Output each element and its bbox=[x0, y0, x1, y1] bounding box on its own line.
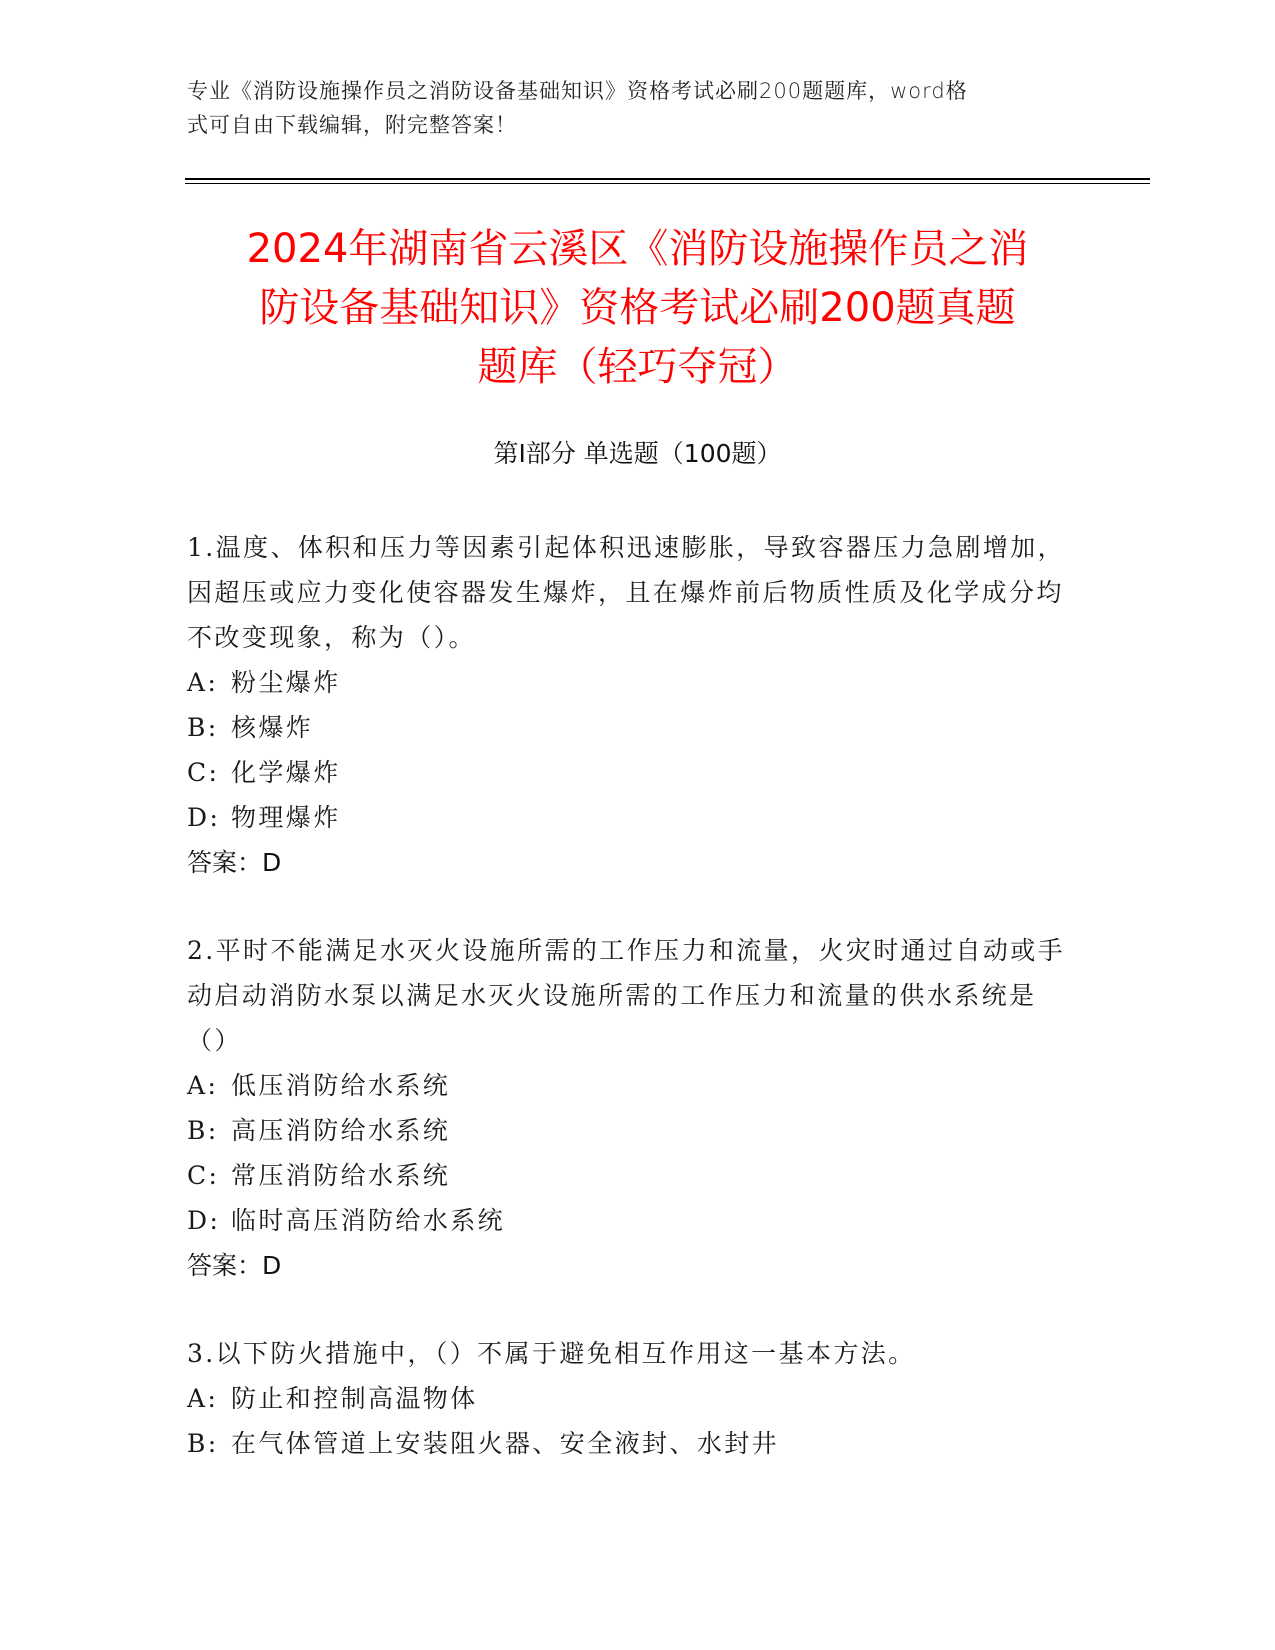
option-a bbox=[187, 1376, 1067, 1421]
question-1 bbox=[187, 525, 1067, 885]
option-text: 物理爆炸 bbox=[231, 803, 341, 832]
option-text: 防止和控制高温物体 bbox=[231, 1384, 478, 1413]
option-letter: A: bbox=[187, 1384, 219, 1413]
option-text: 粉尘爆炸 bbox=[231, 668, 341, 697]
option-b bbox=[187, 705, 1067, 750]
document-title-line-1: 2024年湖南省云溪区《消防设施操作员之消 bbox=[246, 226, 1029, 272]
option-b bbox=[187, 1108, 1067, 1153]
question-answer: 答案：D bbox=[187, 1251, 282, 1280]
option-letter: D: bbox=[187, 1206, 221, 1235]
header-rule-thick bbox=[185, 178, 1150, 180]
option-a bbox=[187, 660, 1067, 705]
question-stem: 2.平时不能满足水灭火设施所需的工作压力和流量，火灾时通过自动或手动启动消防水泵以满足水灭火设施所需的工作压力和流量的供水系统是（） bbox=[187, 936, 1066, 1055]
question-stem: 1.温度、体积和压力等因素引起体积迅速膨胀，导致容器压力急剧增加，因超压或应力变化使容器发生爆炸，且在爆炸前后物质性质及化学成分均不改变现象，称为（）。 bbox=[187, 533, 1066, 652]
option-letter: B: bbox=[187, 1116, 219, 1145]
document-title-line-3: 题库（轻巧夺冠） bbox=[477, 344, 798, 390]
option-letter: C: bbox=[187, 758, 220, 787]
option-d bbox=[187, 1198, 1067, 1243]
option-text: 在气体管道上安装阻火器、安全液封、水封井 bbox=[231, 1429, 780, 1458]
document-title bbox=[150, 220, 1125, 397]
option-letter: B: bbox=[187, 1429, 219, 1458]
option-c bbox=[187, 750, 1067, 795]
option-letter: A: bbox=[187, 1071, 219, 1100]
header-note-line-2: 式可自由下载编辑，附完整答案！ bbox=[187, 113, 517, 137]
option-text: 常压消防给水系统 bbox=[231, 1161, 451, 1190]
header-note-line-1: 专业《消防设施操作员之消防设备基础知识》资格考试必刷200题题库，word格 bbox=[187, 79, 968, 103]
header-note bbox=[187, 74, 1067, 142]
header-rule-thin bbox=[185, 183, 1150, 184]
option-letter: B: bbox=[187, 713, 219, 742]
question-list bbox=[187, 525, 1067, 1509]
question-3 bbox=[187, 1331, 1067, 1466]
option-letter: A: bbox=[187, 668, 219, 697]
question-answer: 答案：D bbox=[187, 848, 282, 877]
section-title: 第Ⅰ部分 单选题（100题） bbox=[493, 439, 782, 468]
option-d bbox=[187, 795, 1067, 840]
question-stem: 3.以下防火措施中，（）不属于避免相互作用这一基本方法。 bbox=[187, 1339, 916, 1368]
option-text: 核爆炸 bbox=[231, 713, 314, 742]
option-letter: C: bbox=[187, 1161, 220, 1190]
option-text: 高压消防给水系统 bbox=[231, 1116, 451, 1145]
option-text: 低压消防给水系统 bbox=[231, 1071, 451, 1100]
option-a bbox=[187, 1063, 1067, 1108]
option-c bbox=[187, 1153, 1067, 1198]
question-2 bbox=[187, 928, 1067, 1288]
option-letter: D: bbox=[187, 803, 221, 832]
option-text: 临时高压消防给水系统 bbox=[231, 1206, 506, 1235]
document-title-line-2: 防设备基础知识》资格考试必刷200题真题 bbox=[259, 285, 1016, 331]
option-text: 化学爆炸 bbox=[231, 758, 341, 787]
option-b bbox=[187, 1421, 1067, 1466]
